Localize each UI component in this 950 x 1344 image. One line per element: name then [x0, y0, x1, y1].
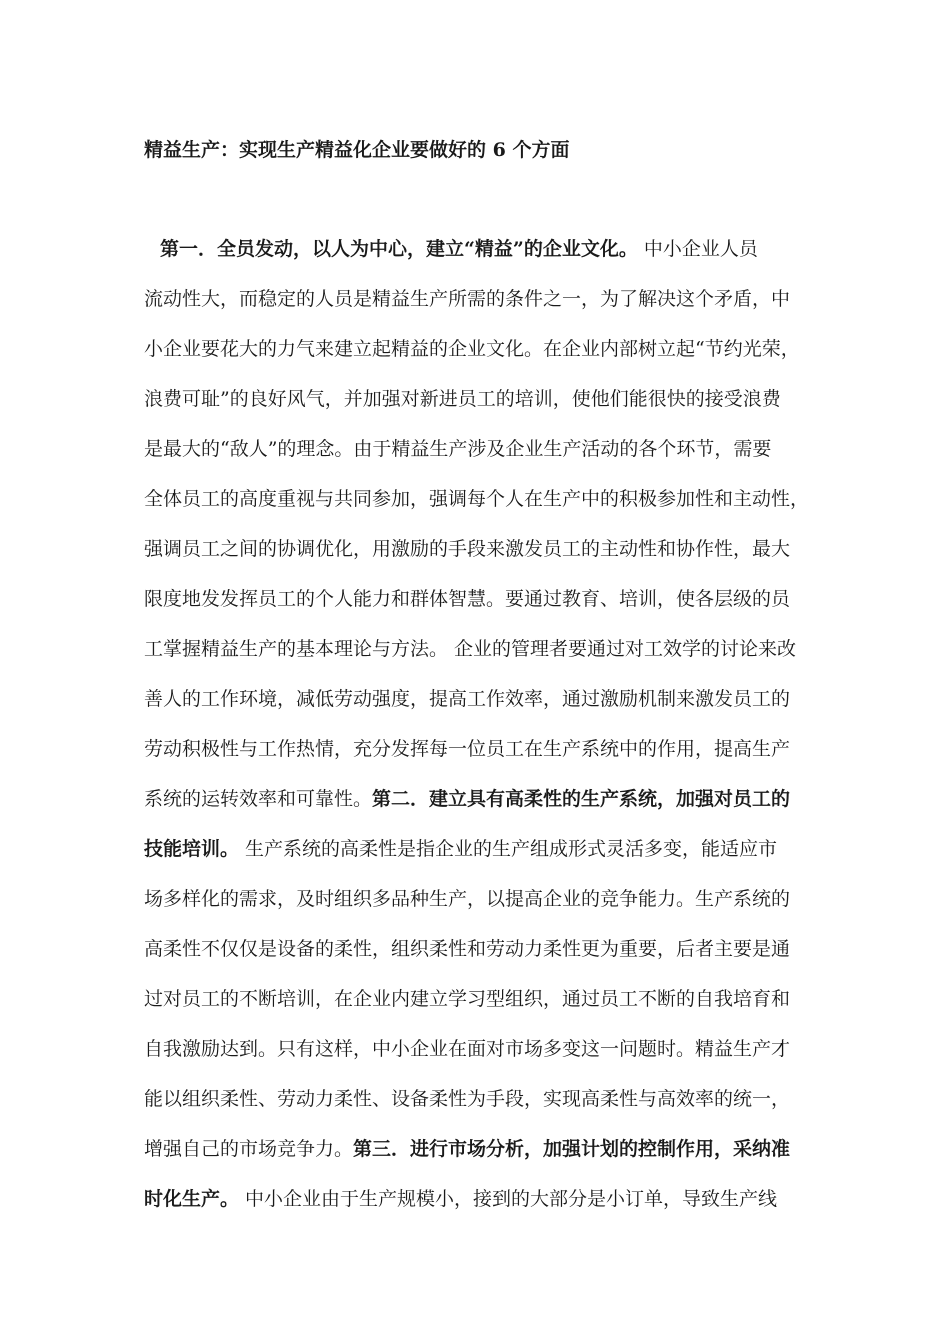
bold-heading-text: 第一．全员发动，以人为中心，建立“精益”的企业文化。 [160, 238, 638, 260]
body-text-segment: 全体员工的高度重视与共同参加，强调每个人在生产中的积极参加性和主动性， [144, 488, 810, 510]
body-text-segment: 场多样化的需求，及时组织多品种生产，以提高企业的竞争能力。生产系统的 [144, 888, 791, 910]
body-text-segment: 增强自己的市场竞争力。 [144, 1138, 354, 1160]
body-text-segment: 流动性大，而稳定的人员是精益生产所需的条件之一，为了解决这个矛盾，中 [144, 288, 791, 310]
paragraph-line [144, 1082, 806, 1132]
paragraph-line [144, 382, 806, 432]
paragraph-line [144, 1182, 806, 1232]
paragraph-line [144, 632, 806, 682]
paragraph-line [144, 932, 806, 982]
document-title: 精益生产：实现生产精益化企业要做好的 6 个方面 [144, 139, 570, 161]
paragraph-line [144, 782, 806, 832]
body-text-segment: 浪费可耻”的良好风气，并加强对新进员工的培训，使他们能很快的接受浪费 [144, 388, 781, 410]
bold-heading-text: 第二．建立具有高柔性的生产系统，加强对员工的 [372, 788, 791, 810]
paragraph-line [144, 682, 806, 732]
paragraph-line [144, 982, 806, 1032]
bold-heading-text: 时化生产。 [144, 1188, 240, 1210]
document-body [144, 232, 810, 1232]
body-text-segment: 能以组织柔性、劳动力柔性、设备柔性为手段，实现高柔性与高效率的统一， [144, 1088, 791, 1110]
body-text-segment: 小企业要花大的力气来建立起精益的企业文化。在企业内部树立起“节约光荣， [144, 338, 800, 360]
body-text-segment: 强调员工之间的协调优化，用激励的手段来激发员工的主动性和协作性，最大 [144, 538, 791, 560]
bold-heading-text: 第三．进行市场分析，加强计划的控制作用，采纳准 [353, 1138, 791, 1160]
bold-heading-text: 技能培训。 [144, 838, 240, 860]
body-text-segment: 是最大的“敌人”的理念。由于精益生产涉及企业生产活动的各个环节，需要 [144, 438, 772, 460]
body-text-segment: 中小企业由于生产规模小，接到的大部分是小订单，导致生产线 [239, 1188, 778, 1210]
body-text-segment: 过对员工的不断培训，在企业内建立学习型组织，通过员工不断的自我培育和 [144, 988, 791, 1010]
paragraph-line [144, 432, 806, 482]
paragraph-line [144, 1132, 806, 1182]
paragraph-line [144, 732, 806, 782]
body-text-segment: 自我激励达到。只有这样，中小企业在面对市场多变这一问题时。精益生产才 [144, 1038, 791, 1060]
paragraph-line [144, 1032, 806, 1082]
body-text-segment: 限度地发发挥员工的个人能力和群体智慧。要通过教育、培训，使各层级的员 [144, 588, 791, 610]
paragraph-line [144, 232, 806, 282]
paragraph-line [144, 282, 806, 332]
paragraph-line [144, 532, 806, 582]
body-text-segment: 劳动积极性与工作热情，充分发挥每一位员工在生产系统中的作用，提高生产 [144, 738, 791, 760]
paragraph-line [144, 882, 806, 932]
body-text-segment: 高柔性不仅仅是设备的柔性，组织柔性和劳动力柔性更为重要，后者主要是通 [144, 938, 791, 960]
paragraph-line [144, 832, 806, 882]
paragraph-line [144, 332, 806, 382]
body-text-segment: 系统的运转效率和可靠性。 [144, 788, 373, 810]
body-text-segment: 生产系统的高柔性是指企业的生产组成形式灵活多变，能适应市 [239, 838, 778, 860]
paragraph-line [144, 582, 806, 632]
body-text-segment: 工掌握精益生产的基本理论与方法。 企业的管理者要通过对工效学的讨论来改 [144, 638, 797, 660]
paragraph-line [144, 482, 810, 532]
body-text-segment: 中小企业人员 [637, 238, 758, 260]
body-text-segment: 善人的工作环境，减低劳动强度，提高工作效率，通过激励机制来激发员工的 [144, 688, 791, 710]
